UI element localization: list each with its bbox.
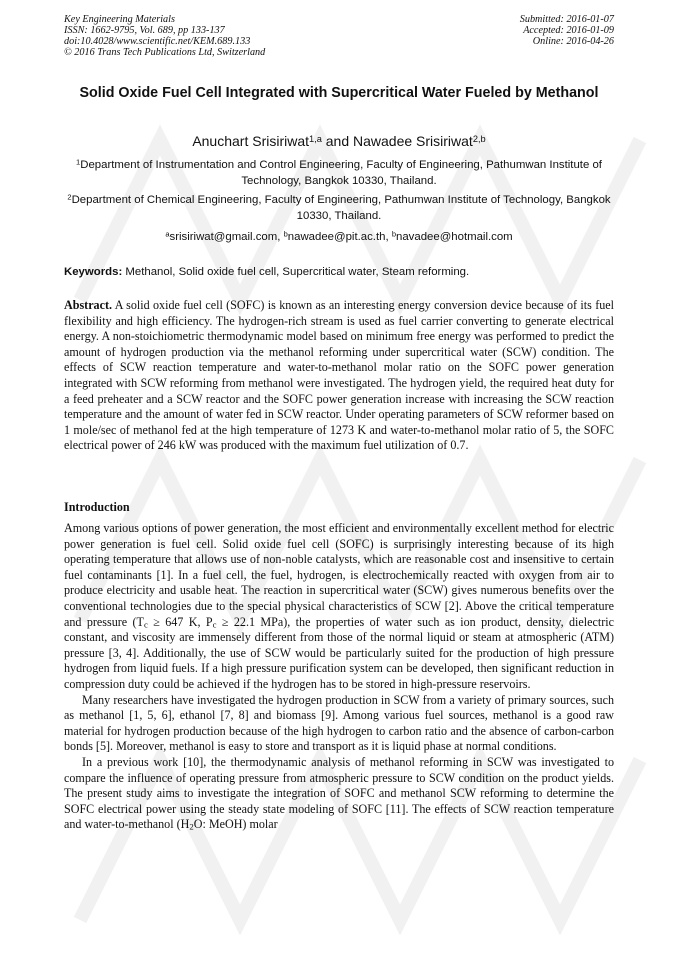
email-superscript: b — [391, 229, 396, 239]
submitted-date: Submitted: 2016-01-07 — [519, 14, 614, 25]
introduction-body — [64, 521, 614, 833]
affiliation-text: Department of Instrumentation and Control Engineering, Faculty of Engineering, Pathumwan Institute of Technology, Bangkok 10330, Thailand. — [80, 159, 602, 187]
email-address: srisiriwat@gmail.com, — [169, 231, 284, 243]
paragraph-text: Among various options of power generation, the most efficient and environmentally excellent method for electric power generation is fuel cell. Solid oxide fuel cell (SOFC) is surprisingly interesting because of its high operating temperature that allows use of non-noble catalysts, which are reasonable cost and insensitive to certain fuel contaminants [1]. In a fuel cell, the fuel, hydrogen, is electrochemically reacted with oxygen from air to produce electricity and usable heat. The reaction in supercritical water (SCW) gives numerous benefits over the conventional technologies due to the special physical characteristics of SCW [2]. Above the critical temperature and pressure (T — [64, 521, 614, 629]
author-list — [64, 132, 614, 150]
keywords-label: Keywords: — [64, 266, 123, 278]
subscript: c — [143, 619, 148, 630]
online-date: Online: 2016-04-26 — [532, 36, 614, 47]
email-superscript: a — [165, 229, 170, 239]
paragraph-text: ≥ 22.1 MPa), the properties of water such as ion product, density, dielectric constant, and viscosity are immensely different from those of the normal liquid or steam at atmospheric (ATM) pressure [3, 4]. Additionally, the use of SCW would be particularly suited for the production of high pressure hydrogen from liquid fuels. If a high pressure purification system can be developed, then significant reduction in compression duty could be achieved if the hydrogen has to be stored in high-pressure reservoirs. — [64, 614, 614, 691]
keywords-text: Methanol, Solid oxide fuel cell, Supercritical water, Steam reforming. — [122, 266, 470, 278]
abstract — [64, 298, 614, 454]
author-superscript: 2,b — [472, 133, 486, 144]
paragraph — [64, 755, 614, 833]
accepted-date: Accepted: 2016-01-09 — [523, 25, 614, 36]
paragraph-text: O: MeOH) molar — [193, 817, 278, 832]
affiliation-superscript: 2 — [67, 192, 72, 202]
paragraph: Many researchers have investigated the hydrogen production in SCW from a variety of primary sources, such as methanol [1, 5, 6], ethanol [7, 8] and biomass [9]. Among various fuel sources, methanol is a good raw material for hydrogen production because of the high hydrogen to carbon ratio and the absence of carbon-carbon bonds [5]. Moreover, methanol is easy to store and transport as it is liquid phase at normal conditions. — [64, 692, 614, 754]
doi-line: doi:10.4028/www.scientific.net/KEM.689.133 — [64, 36, 251, 47]
author-superscript: 1,a — [309, 133, 322, 144]
email-address: nawadee@pit.ac.th, — [287, 231, 392, 243]
paragraph-text: In a previous work [10], the thermodynamic analysis of methanol reforming in SCW was investigated to compare the influence of operating pressure from atmospheric pressure to SCW condition on the product yields. The present study aims to investigate the integration of SOFC and methanol SCW reforming to determine the SOFC electrical power using the steady state modeling of SOFC [11]. The effects of SCW reaction temperature and water-to-methanol (H — [64, 754, 614, 832]
section-heading-introduction: Introduction — [64, 500, 130, 514]
keywords — [64, 264, 614, 280]
abstract-label: Abstract. — [64, 298, 113, 312]
email-superscript: b — [283, 229, 288, 239]
affiliation-text: Department of Chemical Engineering, Faculty of Engineering, Pathumwan Institute of Technology, Bangkok 10330, Thailand. — [71, 194, 611, 222]
dates-header — [520, 14, 614, 47]
email-address: navadee@hotmail.com — [396, 231, 513, 243]
paragraph — [64, 521, 614, 693]
affiliation-superscript: 1 — [76, 157, 81, 167]
subscript: 2 — [189, 822, 194, 833]
paragraph-text: ≥ 647 K, P — [147, 614, 213, 629]
author-name: Nawadee Srisiriwat — [353, 133, 473, 149]
journal-name: Key Engineering Materials — [64, 14, 175, 25]
email-line — [64, 229, 614, 245]
paper-title: Solid Oxide Fuel Cell Integrated with Supercritical Water Fueled by Methanol — [79, 85, 599, 101]
journal-header — [64, 14, 265, 58]
affiliation-1 — [64, 157, 614, 189]
issn-line: ISSN: 1662-9795, Vol. 689, pp 133-137 — [64, 25, 225, 36]
abstract-text: A solid oxide fuel cell (SOFC) is known as an interesting energy conversion device because of its fuel flexibility and high efficiency. The hydrogen-rich stream is used as fuel carrier converting to generate electrical energy. A non-stoichiometric thermodynamic model based on minimum free energy was performed to predict the amount of hydrogen production via the methanol reforming under supercritical water (SCW) condition. The effects of SCW reaction temperature and water-to-methanol molar ratio on the SOFC power generation integrated with SCW reforming from methanol were investigated. The hydrogen yield, the required heat duty for a feed preheater and a SCW reactor and the SOFC power generation increase with increasing the SCW reaction temperature and the amount of water fed in SCW reactor. Under operating parameters of SCW reformer based on 1 mole/sec of methanol fed at the high temperature of 1273 K and water-to-methanol molar ratio of 5, the SOFC electrical power of 246 kW was produced with the maximum fuel utilization of 0.7. — [64, 298, 614, 453]
author-name: Anuchart Srisiriwat — [192, 133, 310, 149]
author-separator: and — [321, 133, 353, 149]
copyright-line: © 2016 Trans Tech Publications Ltd, Switzerland — [64, 47, 266, 58]
affiliation-2 — [64, 192, 614, 224]
subscript: c — [212, 619, 217, 630]
